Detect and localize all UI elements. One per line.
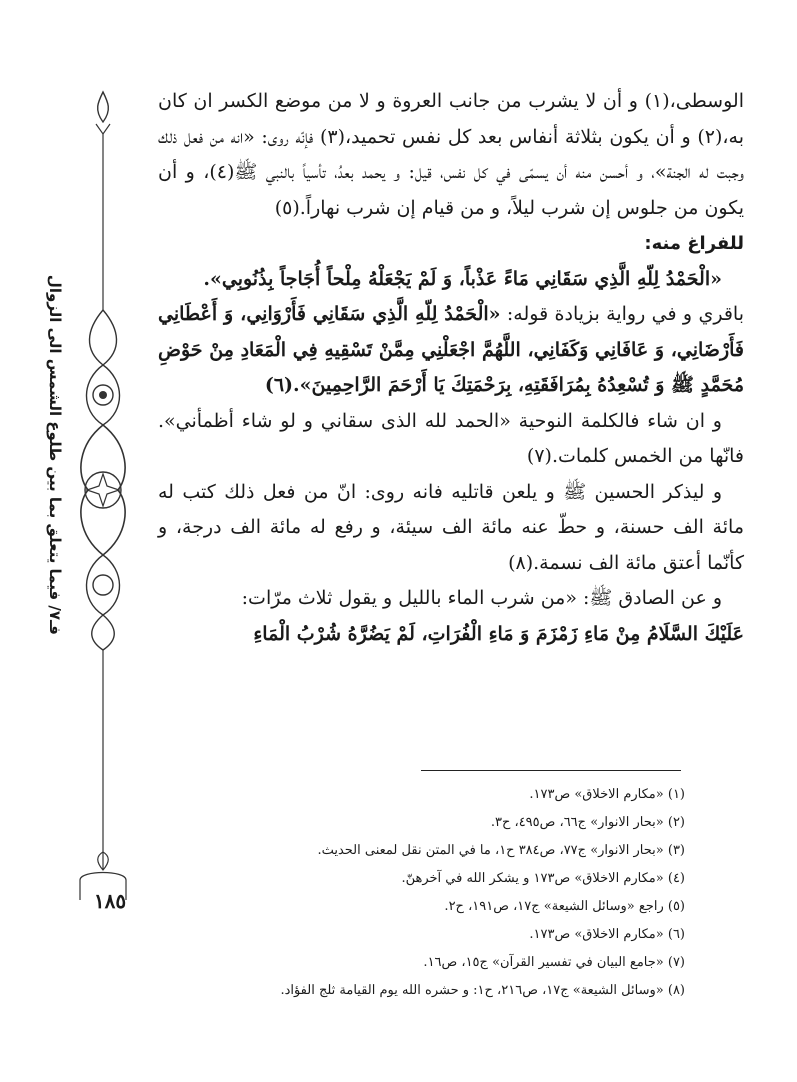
paragraph-drinking-etiquette: الوسطى،(١) و أن لا يشرب من جانب العروة و لا من موضع الكسر ان كان به،(٢) و أن يكون بثلاثة أنفاس بعد كل نفس تحميد،(٣) فإنّه روى: «انه من فعل ذلك وجبت له الجنة»، و أحسن منه أن يسمّى في كل نفس، قيل: و يحمد بعدُ، تأسياً بالنبي ﷺ(٤)، و أن يكون من جلوس إن شرب ليلاً، و من قيام إن شرب نهاراً.(٥) bbox=[158, 90, 745, 219]
footnote-item: (٧) «جامع البيان في تفسير القرآن» ج١٥، ص١٦. bbox=[423, 955, 685, 970]
page-number: ١٨٥ bbox=[93, 889, 127, 913]
margin-ornament-icon bbox=[68, 80, 138, 900]
footnote-item: (٤) «مكارم الاخلاق» ص١٧٣ و يشكر الله في آخرهنّ. bbox=[401, 871, 685, 886]
narration-intro: باقري و في رواية بزيادة قوله: bbox=[506, 303, 744, 325]
supplication-main: «الْحَمْدُ لِلّهِ الَّذِي سَقَانِي مَاءً عَذْباً، وَ لَمْ يَجْعَلْهُ مِلْحاً أُجَاجاً بِذُنُوبِي». bbox=[203, 267, 722, 290]
chapter-title: فـ٧/ فيما يتعلق بما بين طلوع الشمس الى الزوال bbox=[46, 274, 64, 635]
footnote-item: (٥) راجع «وسائل الشيعة» ج١٧، ص١٩١، ح٢. bbox=[444, 899, 685, 914]
supplication-zamzam: عَلَيْكَ السَّلَامُ مِنْ مَاءِ زَمْزَمَ وَ مَاءِ الْفُرَاتِ، لَمْ يَضُرَّهُ شُرْبُ الْمَاءِ bbox=[253, 622, 744, 645]
section-heading: للفراغ منه: bbox=[644, 233, 744, 254]
footnote-item: (٦) «مكارم الاخلاق» ص١٧٣. bbox=[529, 927, 685, 942]
paragraph-sadiq-narration: و عن الصادق ﷺ: «من شرب الماء بالليل و يقول ثلاث مرّات: bbox=[241, 587, 722, 609]
paragraph-narration-intro bbox=[158, 297, 744, 404]
footnote-item: (٣) «بحار الانوار» ج٧٧، ص٣٨٤ ح١، ما في المتن نقل لمعنى الحديث. bbox=[317, 843, 685, 858]
footnotes bbox=[160, 781, 685, 1005]
main-text bbox=[158, 84, 744, 652]
paragraph-noah-phrase: و ان شاء فالكلمة النوحية «الحمد لله الذى سقاني و لو شاء أظمأني». فانّها من الخمس كلمات.(٧) bbox=[158, 409, 744, 467]
footnote-item: (٨) «وسائل الشيعة» ج١٧، ص٢١٦، ح١: و حشره الله يوم القيامة ثلج الفؤاد. bbox=[280, 983, 685, 998]
page-margin bbox=[0, 0, 140, 1082]
supplication-extended: «الْحَمْدُ لِلّهِ الَّذِي سَقَانِي فَأَرْوَانِي، وَ أَعْطَانِي فَأَرْضَانِي، وَ عَافَانِي وَكَفَانِي، اللَّهُمَّ اجْعَلْنِي مِمَّنْ تَسْقِيهِ فِي الْمَعَادِ مِنْ حَوْضِ مُحَمَّدٍ ﷺ وَ تُسْعِدُهُ بِمُرَافَقَتِهِ، بِرَحْمَتِكَ يَا أَرْحَمَ الرَّاحِمِينَ».(٦) bbox=[158, 303, 744, 396]
footnote-item: (٢) «بحار الانوار» ج٦٦، ص٤٩٥، ح٣. bbox=[490, 815, 685, 830]
paragraph-hussain: و ليذكر الحسين ﷺ و يلعن قاتليه فانه روى: انّ من فعل ذلك كتب له مائة الف حسنة، و حطّ عنه مائة الف سيئة، و رفع له مائة الف درجة، و كأنّما أعتق مائة الف نسمة.(٨) bbox=[158, 480, 744, 574]
footnote-item: (١) «مكارم الاخلاق» ص١٧٣. bbox=[529, 787, 685, 802]
footnote-divider bbox=[421, 770, 681, 771]
